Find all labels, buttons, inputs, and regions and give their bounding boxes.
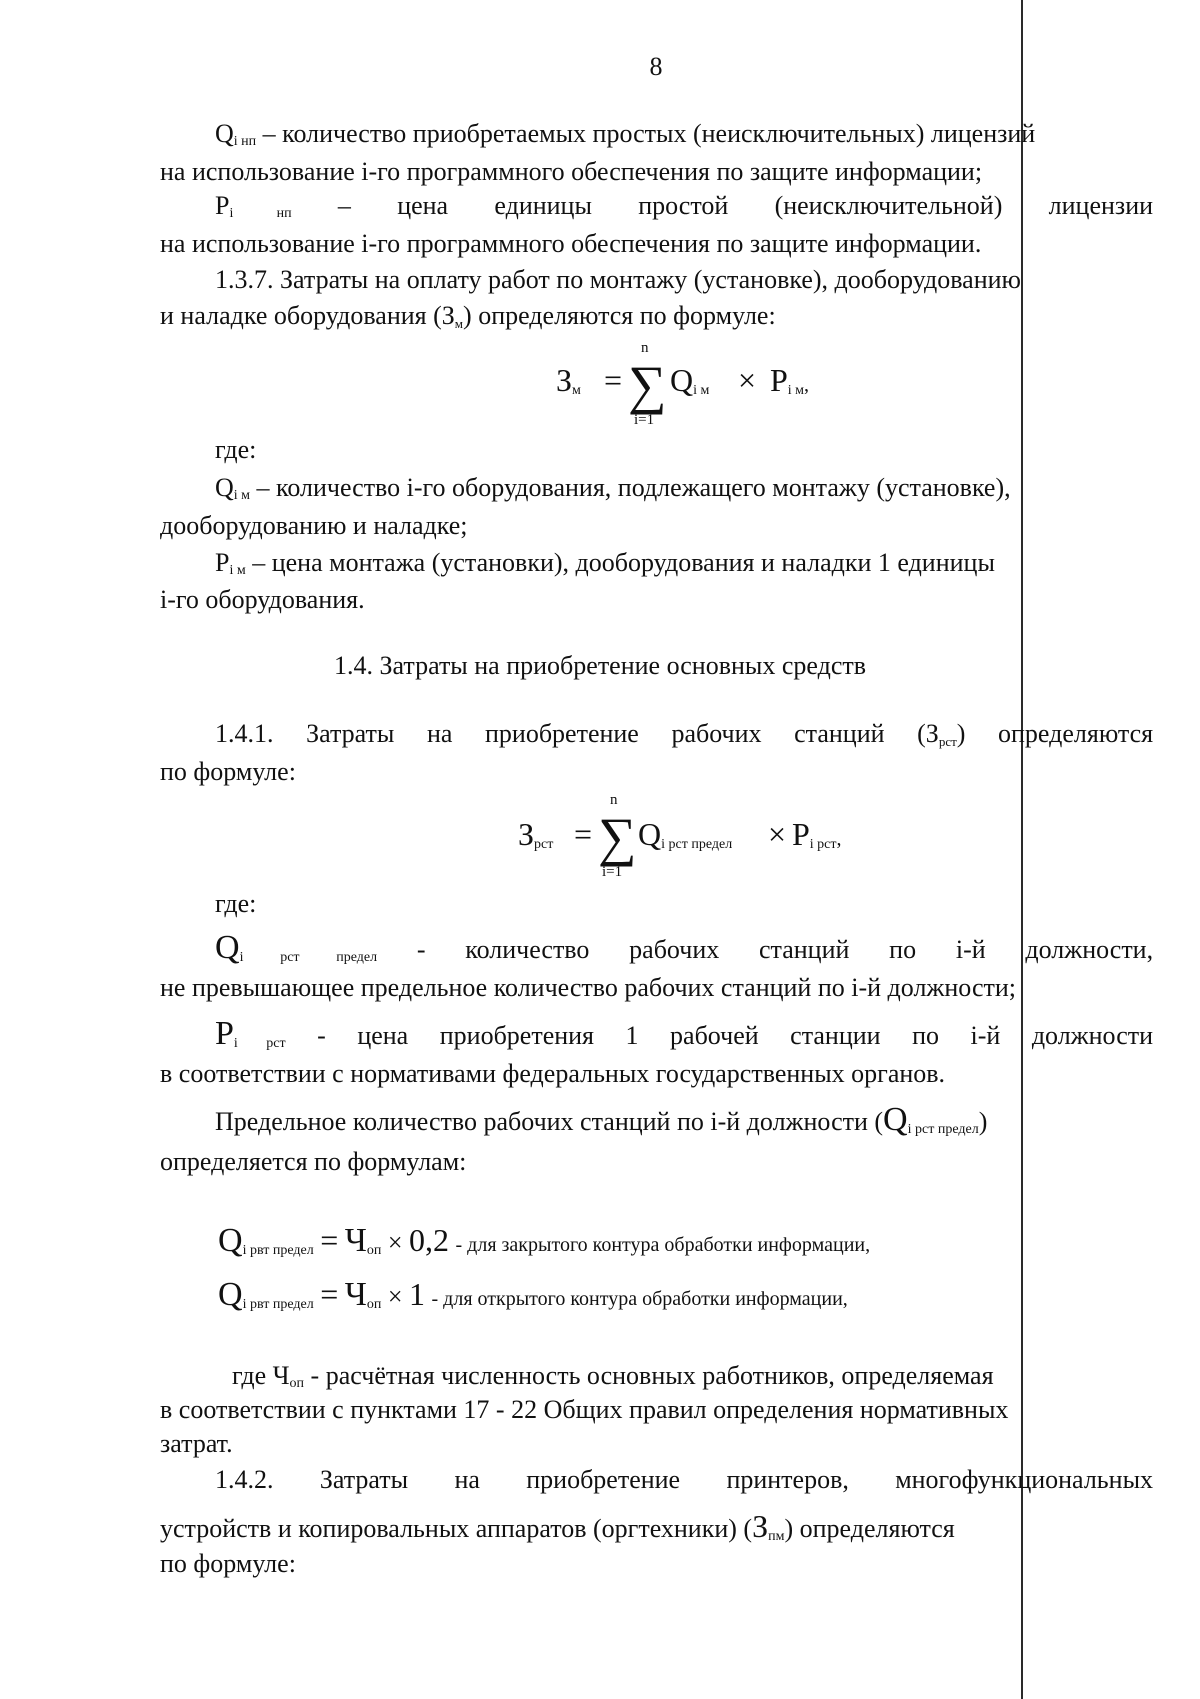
definition-q-inp-line2: на использование i-го программного обеспечения по защите информации;	[160, 157, 983, 186]
sigma-icon: ∑	[628, 355, 667, 415]
section-1-4-2-line3: по формуле:	[160, 1549, 296, 1578]
section-1-4-2-line1: 1.4.2. Затраты на приобретение принтеров, многофункциональных	[215, 1465, 1154, 1494]
definition-q-im-line1: $Q_{i м}$ – количество i-го оборудования, подлежащего монтажу (установке),	[215, 473, 1011, 503]
section-heading-1-4: 1.4. Затраты на приобретение основных средств	[334, 651, 866, 680]
definition-p-irst-line1: $P_{i рст}$ - цена приобретения 1 рабочей станции по i-й должности	[215, 1015, 1154, 1052]
definition-p-im-line2: i-го оборудования.	[160, 585, 365, 614]
limit-paragraph-line2: определяется по формулам:	[160, 1147, 467, 1176]
where-chop-line3: затрат.	[160, 1429, 233, 1458]
page-number: 8	[649, 52, 663, 81]
limit-paragraph-line1: Предельное количество рабочих станций по i-й должности $(Q_{i рст предел})$	[215, 1101, 988, 1138]
definition-p-im-line1: $P_{i м}$ – цена монтажа (установки), дооборудования и наладки 1 единицы	[215, 548, 995, 578]
section-1-3-7-line2: и наладке оборудования (Зм) определяются по формуле:	[160, 301, 776, 331]
where-chop-line2: в соответствии с пунктами 17 - 22 Общих правил определения нормативных	[160, 1395, 1009, 1424]
definition-p-irst-line2: в соответствии с нормативами федеральных государственных органов.	[160, 1059, 946, 1088]
definition-p-inp-line1: $P_{i нп}$ – цена единицы простой (неисключительной) лицензии	[215, 191, 1154, 221]
definition-q-irst-line2: не превышающее предельное количество рабочих станций по i-й должности;	[160, 973, 1016, 1002]
section-1-3-7-line1: 1.3.7. Затраты на оплату работ по монтажу (установке), дооборудованию	[215, 265, 1021, 294]
formula-closed-contour: $Q_{i рвт предел} = Ч_{оп} \times 0,2$ - для закрытого контура обработки информации,	[218, 1222, 871, 1259]
definition-q-irst-line1: $Q_{i рст предел}$ - количество рабочих станций по i-й должности,	[215, 929, 1154, 966]
definition-q-inp-line1: $Q_{i нп}$ – количество приобретаемых простых (неисключительных) лицензий	[215, 119, 1036, 149]
where-label-2: где:	[215, 889, 257, 918]
section-1-4-1-line2: по формуле:	[160, 757, 296, 786]
definition-q-im-line2: дооборудованию и наладке;	[160, 511, 468, 540]
section-1-4-1-line1: 1.4.1. Затраты на приобретение рабочих станций (Зрст) определяются	[215, 719, 1154, 749]
where-label-1: где:	[215, 435, 257, 464]
document-page: 8 $Q_{i нп}$ – количество приобретаемых простых (неисключительных) лицензий на использование i-го программного обеспечения по защите информации; $P_{i нп}$ – цена единицы простой (неисключительной) лицензии на использование i-го программного обеспечения по защите информации. 1.3.7. Затраты на оплату работ по монтажу (установке), дооборудованию и наладке оборудования (Зм) определяются по формуле: $З_м$ = n ∑ i=1 $Q_{i м}$ × $P_{i м}$, где: $Q_{i м}$ – количество i-го оборудования, подлежащего монтажу (установке), дооборудованию и наладке; $P_{i м}$ – цена монтажа (установки), дооборудования и наладки 1 единицы i-го оборудования. 1.4. Затраты на приобретение основных средств 1.4.1. Затраты на приобретение рабочих станций (Зрст) определяются по формуле: $З_{рст}$ = n ∑ i=1 $Q_{i рст предел}$ × $P_{i рст}$, где: $Q_{i рст предел}$ - количество рабочих станций по i-й должности, не превышающее предельное количество рабочих станций по i-й должности; $P_{i рст}$ - цена приобретения 1 рабочей станции по i-й должности в соответствии с нормативами федеральных государственных органов. Предельное количество рабочих станций по i-й должности $(Q_{i рст предел})$ определяется по формулам: $Q_{i рвт предел} = Ч_{оп} \times 0,2$ - для закрытого контура обработки информации, $Q_{i рвт предел} = Ч_{оп} \times 1$ - для открытого контура обработки информации, где $Ч_{оп}$ - расчётная численность основных работников, определяемая в соответствии с пунктами 17 - 22 Общих правил определения нормативных затрат. 1.4.2. Затраты на приобретение принтеров, многофункциональных устройств и копировальных аппаратов (оргтехники) $(З_{пм})$ определяются по формуле:	[0, 0, 1200, 1699]
formula-open-contour: $Q_{i рвт предел} = Ч_{оп} \times 1$ - для открытого контура обработки информации,	[218, 1276, 848, 1313]
sigma-icon: ∑	[598, 807, 637, 867]
section-1-4-2-line2: устройств и копировальных аппаратов (оргтехники) $(З_{пм})$ определяются	[160, 1508, 955, 1544]
definition-p-inp-line2: на использование i-го программного обеспечения по защите информации.	[160, 229, 982, 258]
where-chop-line1: где $Ч_{оп}$ - расчётная численность основных работников, определяемая	[232, 1361, 994, 1391]
